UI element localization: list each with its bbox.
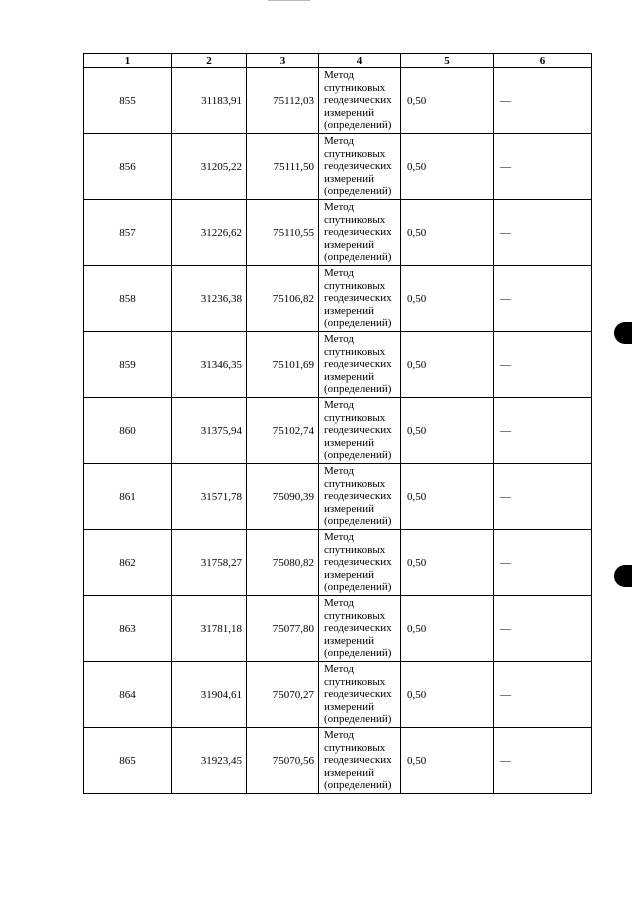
table-row xyxy=(84,596,592,662)
x-coordinate-cell: 31923,45 xyxy=(172,728,247,794)
description-cell: — xyxy=(494,530,592,596)
y-coordinate-cell: 75090,39 xyxy=(247,464,319,530)
table-row xyxy=(84,530,592,596)
table-row xyxy=(84,134,592,200)
description-cell: — xyxy=(494,398,592,464)
y-coordinate-cell: 75070,27 xyxy=(247,662,319,728)
method-cell: Метод спутниковых геодезических измерений (определений) xyxy=(319,134,401,200)
x-coordinate-cell: 31205,22 xyxy=(172,134,247,200)
table-row xyxy=(84,728,592,794)
y-coordinate-cell: 75112,03 xyxy=(247,68,319,134)
accuracy-cell: 0,50 xyxy=(401,728,494,794)
y-coordinate-cell: 75111,50 xyxy=(247,134,319,200)
description-cell: — xyxy=(494,200,592,266)
accuracy-cell: 0,50 xyxy=(401,134,494,200)
point-number-cell: 856 xyxy=(84,134,172,200)
accuracy-cell: 0,50 xyxy=(401,398,494,464)
method-cell: Метод спутниковых геодезических измерений (определений) xyxy=(319,530,401,596)
method-cell: Метод спутниковых геодезических измерений (определений) xyxy=(319,464,401,530)
y-coordinate-cell: 75110,55 xyxy=(247,200,319,266)
description-cell: — xyxy=(494,332,592,398)
method-cell: Метод спутниковых геодезических измерений (определений) xyxy=(319,200,401,266)
point-number-cell: 860 xyxy=(84,398,172,464)
x-coordinate-cell: 31758,27 xyxy=(172,530,247,596)
description-cell: — xyxy=(494,728,592,794)
x-coordinate-cell: 31571,78 xyxy=(172,464,247,530)
method-cell: Метод спутниковых геодезических измерений (определений) xyxy=(319,728,401,794)
method-cell: Метод спутниковых геодезических измерений (определений) xyxy=(319,398,401,464)
accuracy-cell: 0,50 xyxy=(401,200,494,266)
y-coordinate-cell: 75106,82 xyxy=(247,266,319,332)
description-cell: — xyxy=(494,134,592,200)
method-cell: Метод спутниковых геодезических измерений (определений) xyxy=(319,266,401,332)
column-header-3: 3 xyxy=(247,54,319,68)
description-cell: — xyxy=(494,596,592,662)
accuracy-cell: 0,50 xyxy=(401,596,494,662)
punch-hole-mark xyxy=(614,322,632,344)
method-cell: Метод спутниковых геодезических измерений (определений) xyxy=(319,662,401,728)
accuracy-cell: 0,50 xyxy=(401,662,494,728)
column-header-5: 5 xyxy=(401,54,494,68)
point-number-cell: 865 xyxy=(84,728,172,794)
table-row xyxy=(84,68,592,134)
description-cell: — xyxy=(494,68,592,134)
point-number-cell: 864 xyxy=(84,662,172,728)
column-header-6: 6 xyxy=(494,54,592,68)
point-number-cell: 855 xyxy=(84,68,172,134)
y-coordinate-cell: 75101,69 xyxy=(247,332,319,398)
x-coordinate-cell: 31781,18 xyxy=(172,596,247,662)
description-cell: — xyxy=(494,266,592,332)
table-row xyxy=(84,266,592,332)
point-number-cell: 862 xyxy=(84,530,172,596)
x-coordinate-cell: 31346,35 xyxy=(172,332,247,398)
x-coordinate-cell: 31183,91 xyxy=(172,68,247,134)
point-number-cell: 859 xyxy=(84,332,172,398)
y-coordinate-cell: 75077,80 xyxy=(247,596,319,662)
description-cell: — xyxy=(494,464,592,530)
point-number-cell: 857 xyxy=(84,200,172,266)
column-header-1: 1 xyxy=(84,54,172,68)
table-header-row xyxy=(84,54,592,68)
x-coordinate-cell: 31904,61 xyxy=(172,662,247,728)
table-row xyxy=(84,332,592,398)
scan-edge-mark xyxy=(268,0,310,1)
point-number-cell: 861 xyxy=(84,464,172,530)
method-cell: Метод спутниковых геодезических измерений (определений) xyxy=(319,332,401,398)
accuracy-cell: 0,50 xyxy=(401,530,494,596)
accuracy-cell: 0,50 xyxy=(401,332,494,398)
column-header-2: 2 xyxy=(172,54,247,68)
method-cell: Метод спутниковых геодезических измерений (определений) xyxy=(319,596,401,662)
accuracy-cell: 0,50 xyxy=(401,266,494,332)
accuracy-cell: 0,50 xyxy=(401,464,494,530)
column-header-4: 4 xyxy=(319,54,401,68)
y-coordinate-cell: 75102,74 xyxy=(247,398,319,464)
table-row xyxy=(84,662,592,728)
point-number-cell: 858 xyxy=(84,266,172,332)
table-row xyxy=(84,464,592,530)
y-coordinate-cell: 75070,56 xyxy=(247,728,319,794)
method-cell: Метод спутниковых геодезических измерений (определений) xyxy=(319,68,401,134)
description-cell: — xyxy=(494,662,592,728)
table-row xyxy=(84,398,592,464)
x-coordinate-cell: 31375,94 xyxy=(172,398,247,464)
punch-hole-mark xyxy=(614,565,632,587)
accuracy-cell: 0,50 xyxy=(401,68,494,134)
x-coordinate-cell: 31226,62 xyxy=(172,200,247,266)
point-number-cell: 863 xyxy=(84,596,172,662)
x-coordinate-cell: 31236,38 xyxy=(172,266,247,332)
y-coordinate-cell: 75080,82 xyxy=(247,530,319,596)
coordinates-table xyxy=(83,53,592,794)
table-row xyxy=(84,200,592,266)
